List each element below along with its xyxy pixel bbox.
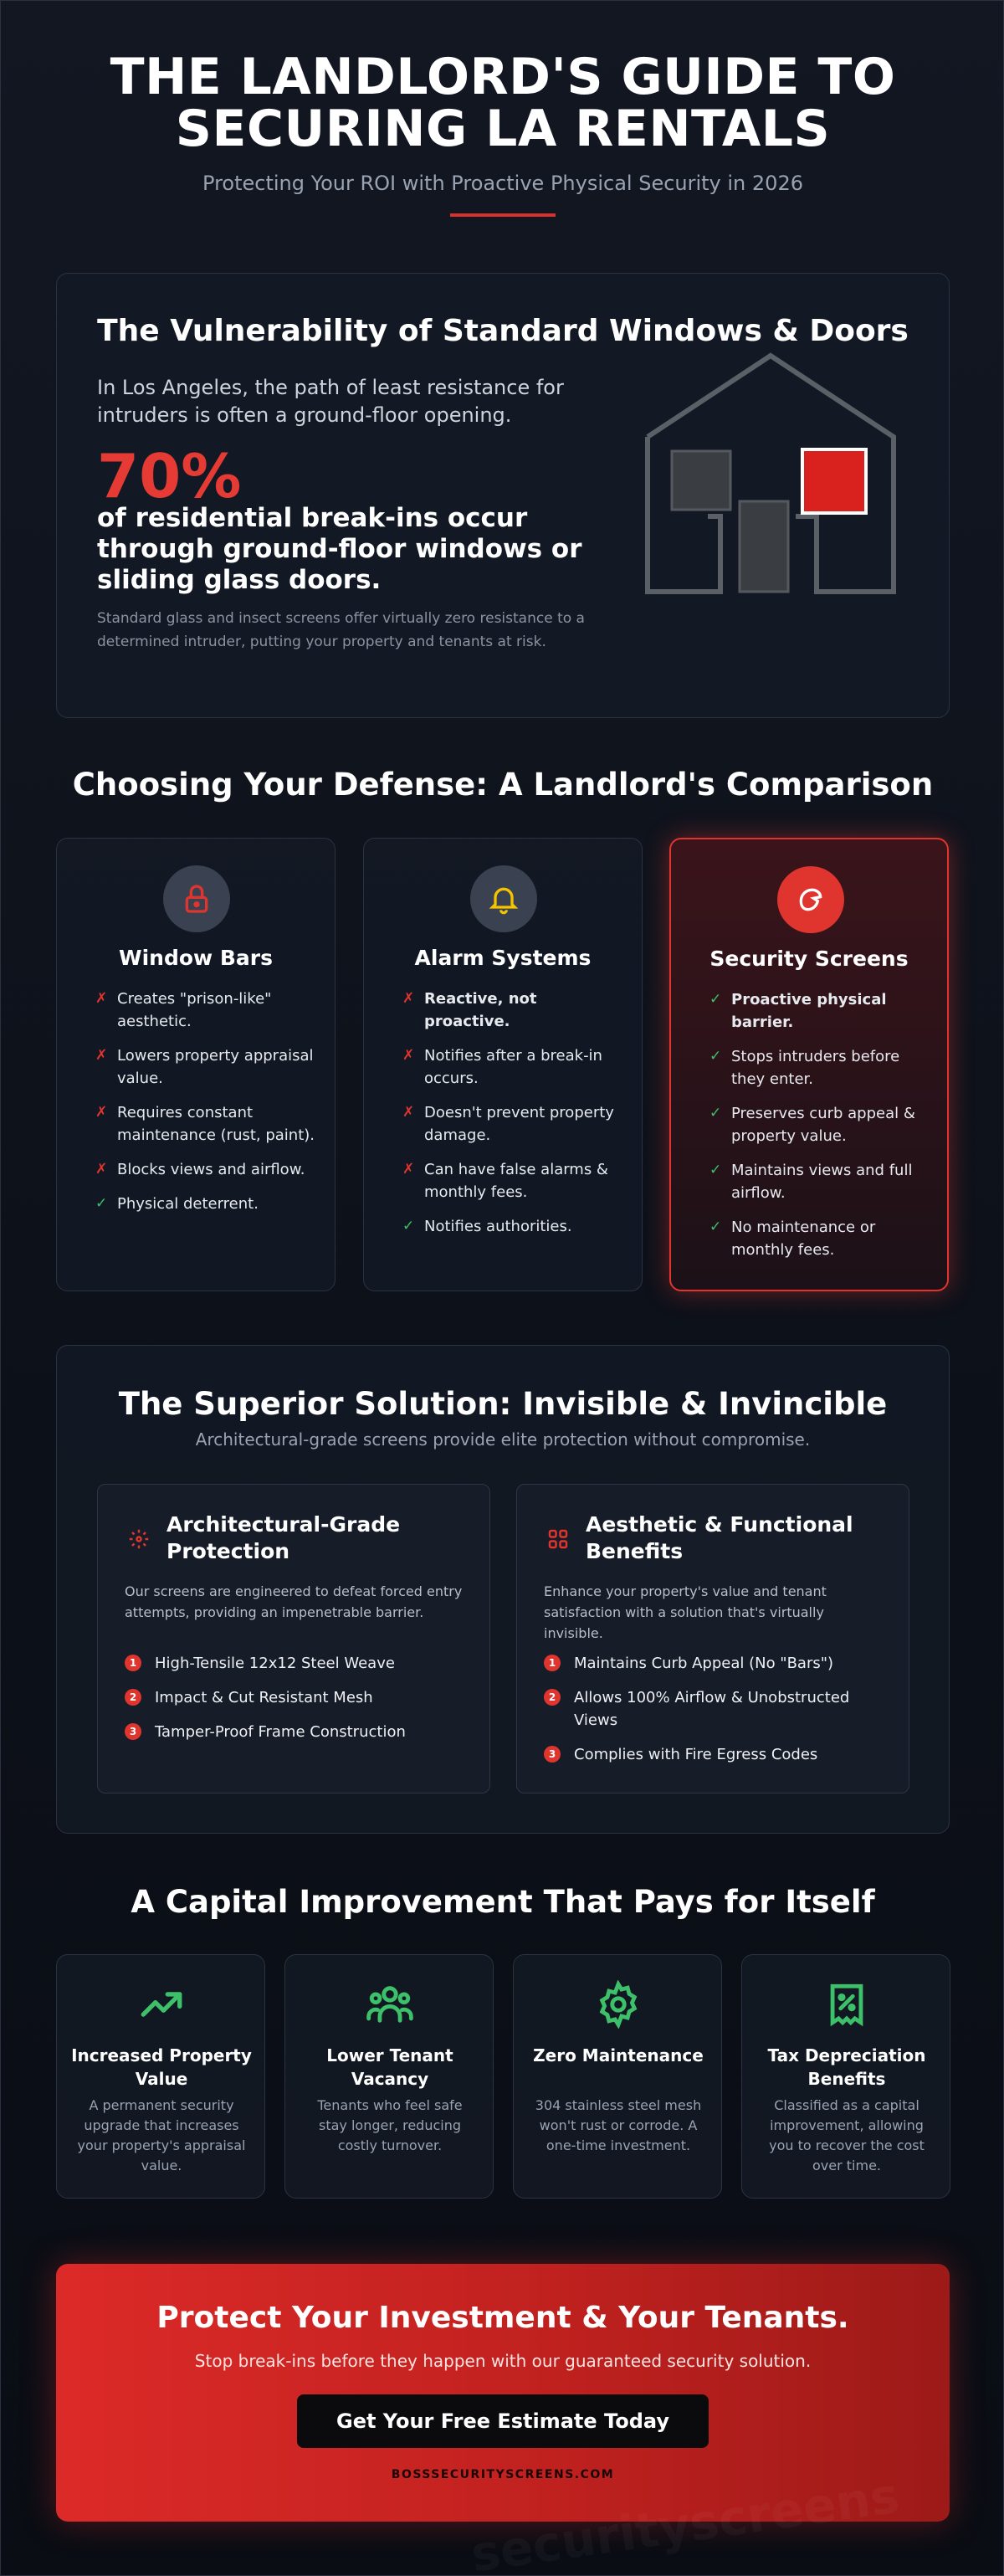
card-title: Architectural-Grade Protection: [166, 1512, 401, 1563]
receipt-icon: [822, 1980, 871, 2029]
benefit-card-tenant-vacancy: [284, 1954, 494, 2199]
list-item: 2 Impact & Cut Resistant Mesh: [125, 1686, 468, 1709]
comparison-list: [401, 988, 627, 1250]
benefit-title: Zero Maintenance: [533, 2045, 704, 2065]
vulnerability-note: Standard glass and insect screens offer virtually zero resistance to a determined intruder, putting your property and tenants at risk.: [97, 610, 585, 650]
comparison-card-alarm-systems: [363, 838, 643, 1291]
window-icon: [672, 451, 730, 510]
comparison-list: [708, 988, 934, 1273]
comparison-list: [94, 988, 320, 1227]
card-description: Our screens are engineered to defeat forced entry attempts, providing an impenetrable barrier.: [125, 1583, 463, 1620]
list-item: ✗ Doesn't prevent property damage.: [402, 1104, 614, 1144]
list-item: 3 Complies with Fire Egress Codes: [544, 1743, 887, 1766]
list-item: 1 Maintains Curb Appeal (No "Bars"): [544, 1652, 887, 1675]
comparison-card-title: Window Bars: [119, 946, 273, 970]
list-item: ✓ Physical deterrent.: [95, 1195, 259, 1213]
superior-solution-section: [56, 1345, 950, 1834]
list-item: ✗ Reactive, not proactive.: [402, 990, 537, 1030]
superior-subtitle: Architectural-grade screens provide elite protection without compromise.: [195, 1429, 811, 1450]
list-item: ✗ Creates "prison-like" aesthetic.: [95, 990, 272, 1030]
page-subtitle: Protecting Your ROI with Proactive Physical Security in 2026: [202, 172, 803, 195]
aesthetic-benefits-card: [516, 1484, 909, 1793]
grid-icon: [546, 1527, 571, 1552]
benefit-description: Tenants who feel safe stay longer, reducing costly turnover.: [317, 2097, 463, 2153]
feature-list: [125, 1652, 468, 1755]
shield-icon: [777, 866, 844, 933]
list-item: ✓ Notifies authorities.: [402, 1218, 572, 1235]
bell-icon: [470, 865, 537, 932]
users-icon: [366, 1980, 414, 2029]
comparison-card-title: Alarm Systems: [414, 946, 592, 970]
break-in-stat: 70%: [97, 441, 242, 511]
benefit-description: A permanent security upgrade that increases your property's appraisal value.: [77, 2097, 246, 2173]
list-item: ✓ Proactive physical barrier.: [709, 991, 887, 1031]
capital-title: A Capital Improvement That Pays for Itself: [131, 1884, 875, 1920]
list-item: ✓ Stops intruders before they enter.: [709, 1048, 900, 1088]
free-estimate-button[interactable]: Get Your Free Estimate Today: [297, 2394, 709, 2448]
comparison-card-window-bars: [56, 838, 336, 1291]
list-item: ✗ Requires constant maintenance (rust, paint).: [95, 1104, 315, 1144]
header: [1, 48, 1004, 217]
list-item: ✗ Notifies after a break-in occurs.: [402, 1047, 602, 1087]
trending-up-icon: [137, 1980, 186, 2029]
list-item: ✗ Can have false alarms & monthly fees.: [402, 1161, 608, 1201]
vulnerability-title: The Vulnerability of Standard Windows & Doors: [97, 314, 909, 348]
vulnerable-window-icon: [802, 449, 866, 513]
list-item: 2 Allows 100% Airflow & Unobstructed Views: [544, 1686, 887, 1732]
list-item: 3 Tamper-Proof Frame Construction: [125, 1721, 468, 1743]
benefit-description: 304 stainless steel mesh won't rust or corrode. A one-time investment.: [535, 2097, 702, 2153]
door-icon: [740, 501, 788, 592]
feature-list: [544, 1652, 887, 1778]
benefit-card-property-value: [56, 1954, 265, 2199]
list-item: ✓ Preserves curb appeal & property value.: [709, 1105, 915, 1145]
comparison-card-title: Security Screens: [709, 947, 909, 971]
benefit-title: Tax Depreciation Benefits: [767, 2045, 926, 2089]
list-item: ✗ Blocks views and airflow.: [95, 1161, 305, 1178]
superior-title: The Superior Solution: Invisible & Invincible: [118, 1386, 888, 1422]
card-title: Aesthetic & Functional Benefits: [586, 1512, 853, 1563]
break-in-stat-description: of residential break-ins occur through ground-floor windows or sliding glass doors.: [97, 503, 582, 595]
architectural-protection-card: [97, 1484, 490, 1793]
comparison-title: Choosing Your Defense: A Landlord's Comparison: [72, 767, 934, 803]
benefit-title: Lower Tenant Vacancy: [326, 2045, 453, 2089]
benefit-card-tax-depreciation: [741, 1954, 950, 2199]
gear-icon: [594, 1980, 643, 2029]
cta-subtitle: Stop break-ins before they happen with our guaranteed security solution.: [194, 2351, 812, 2371]
list-item: ✓ No maintenance or monthly fees.: [709, 1219, 876, 1259]
vulnerability-intro: In Los Angeles, the path of least resistance for intruders is often a ground-floor opening.: [97, 376, 564, 427]
benefit-title: Increased Property Value: [71, 2045, 252, 2089]
shield-dots-icon: [126, 1527, 151, 1552]
card-description: Enhance your property's value and tenant satisfaction with a solution that's virtually invisible.: [544, 1583, 827, 1641]
page-title: THE LANDLORD'S GUIDE TO SECURING LA RENTALS: [110, 48, 896, 158]
website-link[interactable]: BOSSSECURITYSCREENS.COM: [391, 2468, 615, 2481]
house-illustration-icon: [641, 349, 900, 608]
list-item: ✓ Maintains views and full airflow.: [709, 1162, 913, 1202]
lock-icon: [163, 865, 230, 932]
vulnerability-section: [56, 273, 950, 718]
comparison-card-security-screens: [669, 838, 949, 1291]
list-item: ✗ Lowers property appraisal value.: [95, 1047, 314, 1087]
list-item: 1 High-Tensile 12x12 Steel Weave: [125, 1652, 468, 1675]
benefit-description: Classified as a capital improvement, allowing you to recover the cost over time.: [769, 2097, 925, 2173]
title-divider: [450, 213, 556, 217]
cta-title: Protect Your Investment & Your Tenants.: [156, 2301, 849, 2335]
benefit-card-zero-maintenance: [513, 1954, 722, 2199]
